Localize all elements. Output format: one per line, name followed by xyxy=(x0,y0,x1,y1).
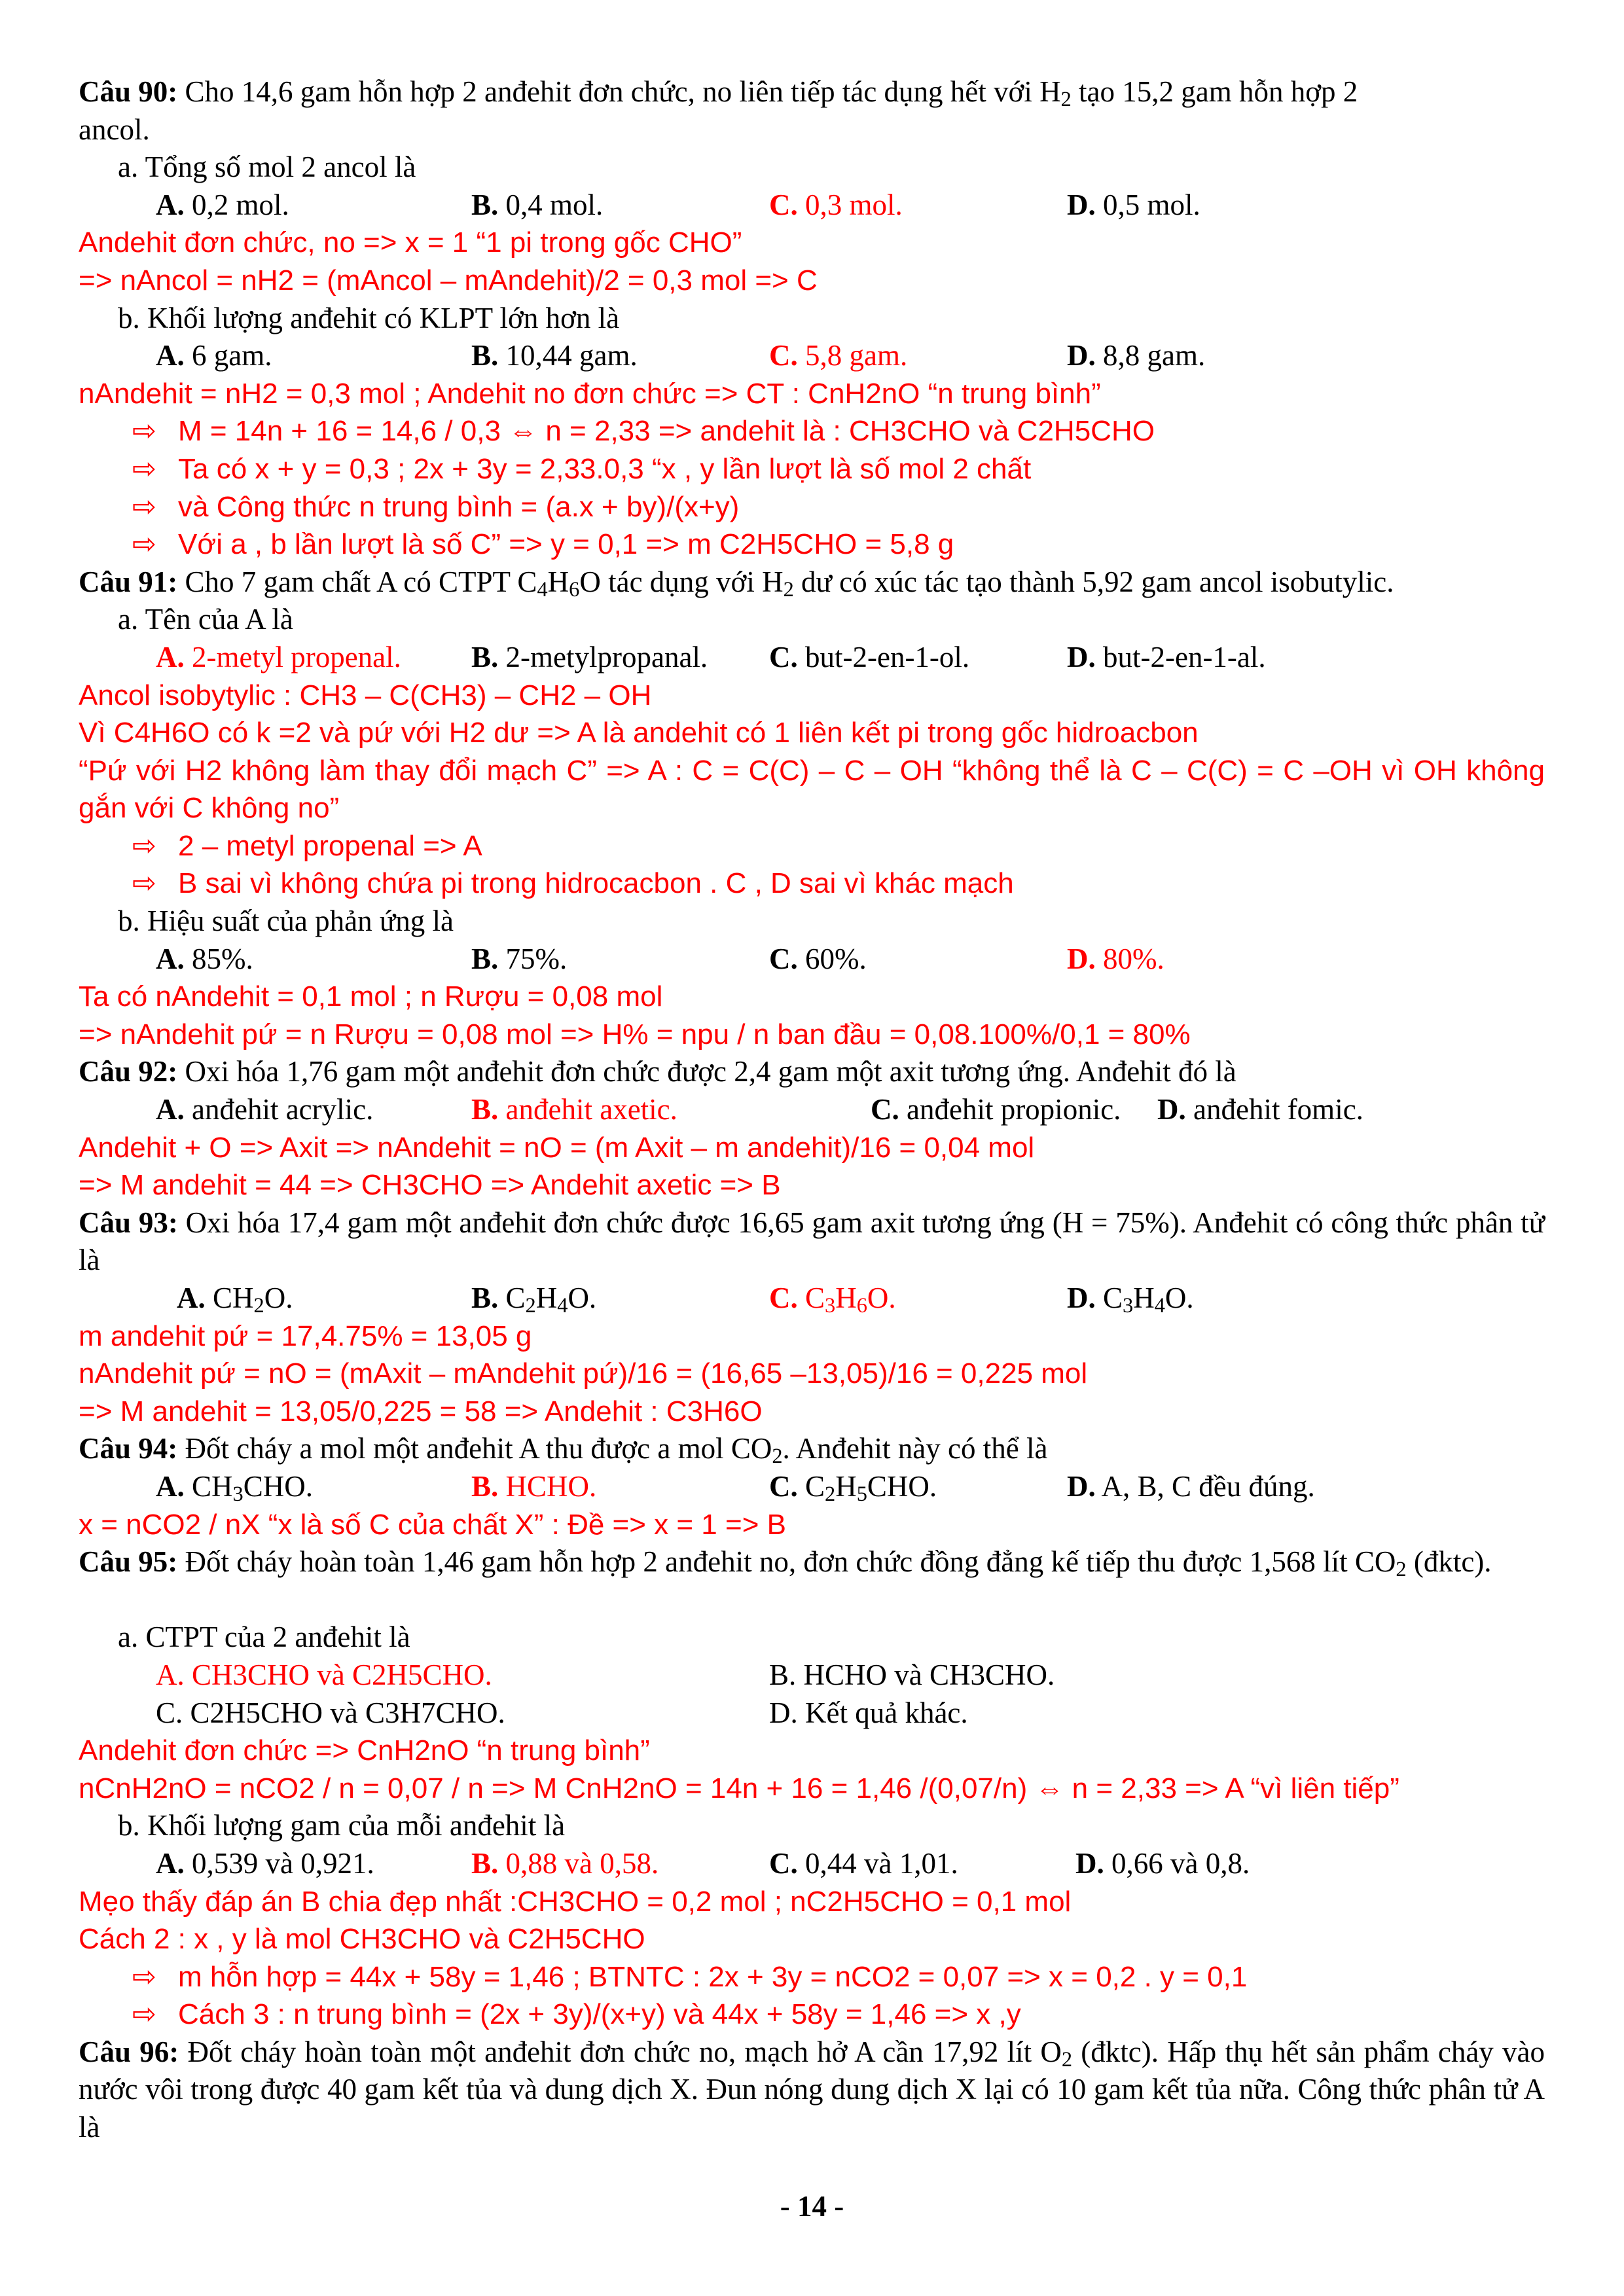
q90-a-options: A. 0,2 mol. B. 0,4 mol. C. 0,3 mol. D. 0,5 mol. xyxy=(156,188,1200,221)
q90-solution-b-step: ⇨ và Công thức n trung bình = (a.x + by)/(x+y) xyxy=(79,488,1545,526)
q91-a-options: A. 2-metyl propenal. B. 2-metylpropanal. C. but-2-en-1-ol. D. but-2-en-1-al. xyxy=(156,640,1266,673)
q93-stem: Câu 93: Oxi hóa 17,4 gam một anđehit đơn chức được 16,65 gam axit tương ứng (H = 75%). Anđehit có công thức phân tử là xyxy=(79,1206,1545,1277)
q91-stem: Câu 91: Cho 7 gam chất A có CTPT $C_4H_6O$ tác dụng với $H_2$ dư có xúc tác tạo thành 5,92 gam ancol isobutylic. xyxy=(79,565,1394,601)
q95-a-options-row2: C. C2H5CHO và C3H7CHO. D. Kết quả khác. xyxy=(156,1696,968,1729)
q90-solution-a-2: => nAncol = nH2 = (mAncol – mAndehit)/2 = 0,3 mol => C xyxy=(79,264,818,296)
q92-stem: Câu 92: Oxi hóa 1,76 gam một anđehit đơn chức được 2,4 gam một axit tương ứng. Anđehit đó là xyxy=(79,1055,1236,1088)
q95-stem: Câu 95: Đốt cháy hoàn toàn 1,46 gam hỗn hợp 2 anđehit no, đơn chức đồng đẳng kế tiếp thu được 1,568 lít $CO_2$ (đktc). xyxy=(79,1545,1492,1582)
q95-solution-a-1: Andehit đơn chức => CnH2nO “n trung bình” xyxy=(79,1734,650,1767)
q91-b-options: A. 85%. B. 75%. C. 60%. D. 80%. xyxy=(156,942,1164,975)
q95-b-options: A. 0,539 và 0,921. B. 0,88 và 0,58. C. 0,44 và 1,01. D. 0,66 và 0,8. xyxy=(156,1846,1250,1880)
arrow-icon: ⇨ xyxy=(132,490,156,523)
arrow-icon: ⇨ xyxy=(132,415,156,448)
q92-solution-2: => M andehit = 44 => CH3CHO => Andehit axetic => B xyxy=(79,1169,781,1202)
q90-stem-cont: ancol. xyxy=(79,113,150,146)
q91-a-question: a. Tên của A là xyxy=(118,603,293,636)
q91-solution-a-2: Vì C4H6O có k =2 và pứ với H2 dư => A là andehit có 1 liên kết pi trong gốc hidroacbon xyxy=(79,717,1199,749)
arrow-icon: ⇨ xyxy=(132,1960,156,1993)
q93-solution-2: nAndehit pứ = nO = (mAxit – mAndehit pứ)/16 = (16,65 –13,05)/16 = 0,225 mol xyxy=(79,1357,1088,1390)
q94-options: A. $CH_3CHO$. B. HCHO. C. $C_2H_5CHO$. D. A, B, C đều đúng. xyxy=(156,1469,1315,1507)
arrow-icon: ⇨ xyxy=(132,867,156,900)
q91-solution-a-3: “Pứ với H2 không làm thay đổi mạch C” => A : C = C(C) – C – OH “không thể là C – C(C) = C –OH vì OH không gắn với C không no” xyxy=(79,754,1545,825)
arrow-icon: ⇨ xyxy=(132,528,156,561)
q93-solution-3: => M andehit = 13,05/0,225 = 58 => Andehit : C3H6O xyxy=(79,1395,763,1427)
q95-solution-a-2: nCnH2nO = nCO2 / n = 0,07 / n => M CnH2nO = 14n + 16 = 1,46 /(0,07/n) ⇔ n = 2,33 => A “vì liên tiếp” xyxy=(79,1772,1399,1804)
document-page xyxy=(79,73,1545,2147)
q95-solution-b-step: ⇨ m hỗn hợp = 44x + 58y = 1,46 ; BTNTC : 2x + 3y = nCO2 = 0,07 => x = 0,2 . y = 0,1 xyxy=(79,1958,1545,1996)
q90-solution-b-step: ⇨ Ta có x + y = 0,3 ; 2x + 3y = 2,33.0,3 “x , y lần lượt là số mol 2 chất xyxy=(79,450,1545,488)
arrow-icon: ⇨ xyxy=(132,1998,156,2031)
q90-solution-b: nAndehit = nH2 = 0,3 mol ; Andehit no đơn chức => CT : CnH2nO “n trung bình” xyxy=(79,377,1101,410)
q90-b-question: b. Khối lượng anđehit có KLPT lớn hơn là xyxy=(118,301,620,334)
page-number: - 14 - xyxy=(780,2190,844,2223)
arrow-icon: ⇨ xyxy=(132,829,156,862)
q95-a-question: a. CTPT của 2 anđehit là xyxy=(118,1621,410,1654)
q94-stem: Câu 94: Đốt cháy a mol một anđehit A thu được a mol $CO_2$. Anđehit này có thể là xyxy=(79,1432,1048,1469)
q91-solution-b-2: => nAndehit pứ = n Rượu = 0,08 mol => H% = npu / n ban đầu = 0,08.100%/0,1 = 80% xyxy=(79,1018,1191,1050)
q90-solution-a-1: Andehit đơn chức, no => x = 1 “1 pi trong gốc CHO” xyxy=(79,226,742,259)
q91-solution-a-step: ⇨ 2 – metyl propenal => A xyxy=(79,827,1545,865)
q95-b-question: b. Khối lượng gam của mỗi anđehit là xyxy=(118,1809,566,1842)
q93-options: A. $CH_2O$. B. $C_2H_4O$. C. $C_3H_6O$. D. $C_3H_4O$. xyxy=(177,1282,1194,1318)
q95-a-options-row1: A. CH3CHO và C2H5CHO. B. HCHO và CH3CHO. xyxy=(156,1658,1055,1691)
q90-stem: Câu 90: Cho 14,6 gam hỗn hợp 2 anđehit đơn chức, no liên tiếp tác dụng hết với $H_2$ tạo 15,2 gam hỗn hợp 2 xyxy=(79,75,1358,112)
q90-solution-b-step: ⇨ M = 14n + 16 = 14,6 / 0,3 ⇔ n = 2,33 => andehit là : CH3CHO và C2H5CHO xyxy=(79,412,1545,450)
q91-solution-a-step: ⇨ B sai vì không chứa pi trong hidrocacbon . C , D sai vì khác mạch xyxy=(79,865,1545,903)
q90-solution-b-step: ⇨ Với a , b lần lượt là số C” => y = 0,1 => m C2H5CHO = 5,8 g xyxy=(79,526,1545,564)
q95-solution-b-2: Cách 2 : x , y là mol CH3CHO và C2H5CHO xyxy=(79,1923,645,1956)
q95-solution-b-1: Mẹo thấy đáp án B chia đẹp nhất :CH3CHO = 0,2 mol ; nC2H5CHO = 0,1 mol xyxy=(79,1885,1072,1918)
q96-stem: Câu 96: Đốt cháy hoàn toàn một anđehit đơn chức no, mạch hở A cần 17,92 lít $O_2$ (đktc). Hấp thụ hết sản phẩm cháy vào nước vôi trong được 40 gam kết tủa và dung dịch X. Đun nóng dung dịch X lại có 10 gam kết tủa nữa. Công thức phân tử A là xyxy=(79,2035,1545,2144)
q90-a-question: a. Tổng số mol 2 ancol là xyxy=(118,151,416,184)
q93-solution-1: m andehit pứ = 17,4.75% = 13,05 g xyxy=(79,1319,532,1352)
q92-options: A. anđehit acrylic. B. anđehit axetic. C. anđehit propionic. D. anđehit fomic. xyxy=(156,1093,1363,1126)
q92-solution-1: Andehit + O => Axit => nAndehit = nO = (m Axit – m andehit)/16 = 0,04 mol xyxy=(79,1131,1035,1164)
q91-solution-b-1: Ta có nAndehit = 0,1 mol ; n Rượu = 0,08 mol xyxy=(79,980,663,1013)
q91-b-question: b. Hiệu suất của phản ứng là xyxy=(118,905,454,938)
q91-solution-a-1: Ancol isobytylic : CH3 – C(CH3) – CH2 – OH xyxy=(79,679,652,711)
q95-solution-b-step: ⇨ Cách 3 : n trung bình = (2x + 3y)/(x+y) và 44x + 58y = 1,46 => x ,y xyxy=(79,1996,1545,2034)
q94-solution: x = nCO2 / nX “x là số C của chất X” : Đề => x = 1 => B xyxy=(79,1508,786,1541)
q90-b-options: A. 6 gam. B. 10,44 gam. C. 5,8 gam. D. 8,8 gam. xyxy=(156,339,1206,372)
arrow-icon: ⇨ xyxy=(132,452,156,485)
